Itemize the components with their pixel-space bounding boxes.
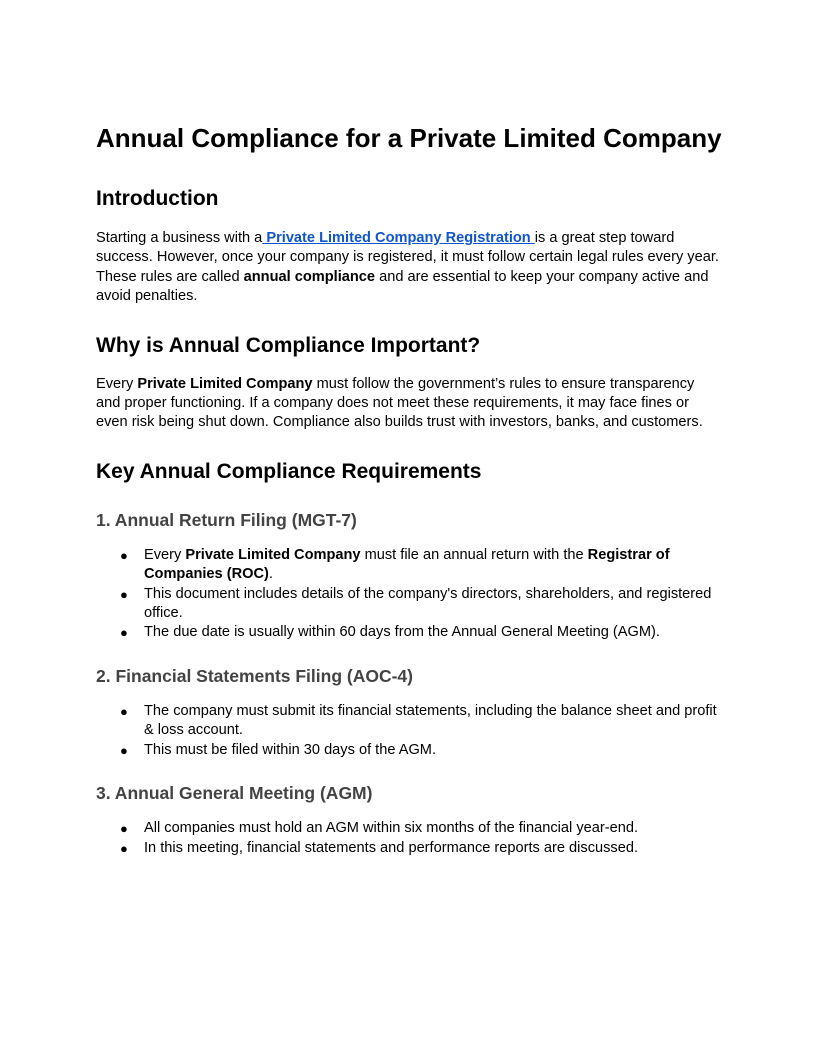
introduction-paragraph (96, 229, 722, 307)
why-bold-private-limited-company: Private Limited Company (137, 375, 313, 392)
mgt7-b2: This document includes details of the company's directors, shareholders, and registered office. (144, 585, 712, 622)
why-text-start: Every (96, 375, 138, 392)
list-item (96, 546, 722, 585)
intro-text-mid: is a great step toward success. However, once your company is registered, it must follow certain legal rules every year. These rules are called (96, 230, 719, 285)
list-item (96, 839, 722, 858)
agm-b1: All companies must hold an AGM within six months of the financial year-end. (144, 820, 638, 837)
private-limited-company-registration-link[interactable]: Private Limited Company Registration (262, 230, 535, 246)
document-title: Annual Compliance for a Private Limited Company (96, 123, 722, 153)
document-page (96, 120, 722, 858)
heading-mgt7: 1. Annual Return Filing (MGT-7) (96, 509, 357, 530)
heading-why-important: Why is Annual Compliance Important? (96, 333, 481, 357)
heading-aoc4: 2. Financial Statements Filing (AOC-4) (96, 665, 413, 686)
list-item (96, 741, 722, 760)
bullet-icon: ● (120, 742, 128, 758)
mgt7-b3: The due date is usually within 60 days from the Annual General Meeting (AGM). (144, 624, 660, 641)
list-item (96, 819, 722, 838)
bullet-icon: ● (120, 547, 128, 563)
mgt7-list (96, 546, 722, 643)
mgt7-b1-start: Every (144, 546, 186, 563)
heading-introduction: Introduction (96, 187, 219, 210)
mgt7-b1-mid: must file an annual return with the (360, 546, 588, 563)
aoc4-list (96, 702, 722, 760)
why-text-end: must follow the government’s rules to ensure transparency and proper functioning. If a company does not meet these requirements, it may face fines or even risk being shut down. Compliance also builds trust with investors, banks, and customers. (96, 375, 703, 431)
intro-bold-annual-compliance: annual compliance (243, 268, 376, 285)
agm-b2: In this meeting, financial statements and performance reports are discussed. (144, 839, 639, 856)
bullet-icon: ● (120, 625, 128, 641)
list-item (96, 623, 722, 642)
bullet-icon: ● (120, 703, 128, 719)
heading-key-requirements: Key Annual Compliance Requirements (96, 459, 482, 483)
mgt7-b1-bold1: Private Limited Company (185, 546, 361, 563)
list-item (96, 702, 722, 741)
heading-agm: 3. Annual General Meeting (AGM) (96, 783, 373, 804)
bullet-icon: ● (120, 586, 128, 602)
aoc4-b2: This must be filed within 30 days of the AGM. (144, 741, 437, 758)
bullet-icon: ● (120, 821, 128, 837)
mgt7-b1-bold2: Registrar of Companies (ROC) (144, 546, 670, 583)
agm-list (96, 819, 722, 858)
bullet-icon: ● (120, 840, 128, 856)
intro-text-start: Starting a business with a (96, 230, 263, 246)
aoc4-b1: The company must submit its financial statements, including the balance sheet and profit & loss account. (144, 702, 717, 739)
mgt7-b1-end: . (268, 566, 273, 583)
intro-text-end: and are essential to keep your company active and avoid penalties. (96, 268, 709, 305)
list-item (96, 585, 722, 624)
why-paragraph (96, 375, 722, 433)
